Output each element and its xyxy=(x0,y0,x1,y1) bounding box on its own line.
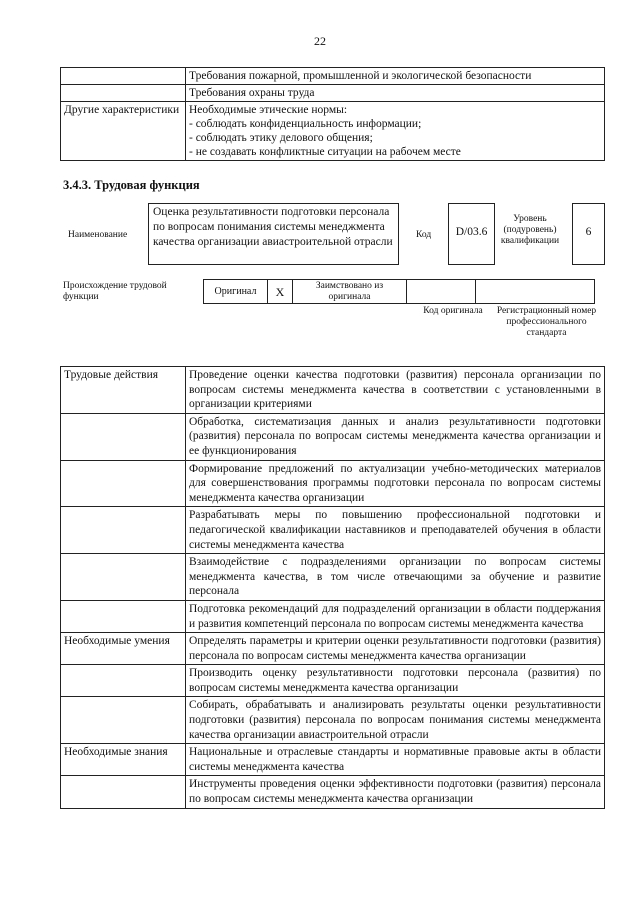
table-row xyxy=(61,633,605,665)
row-value: Разрабатывать меры по повышению профессиональной подготовки и педагогической квалификации наставников и преподавателей обучения в области системы менеджмента качества xyxy=(186,507,605,554)
row-value: Взаимодействие с подразделениями организации по вопросам системы менеджмента качества, в том числе отвечающими за обучение и развитие персонала xyxy=(186,554,605,601)
table-row xyxy=(61,102,605,161)
row-value xyxy=(186,85,605,102)
row-value: Определять параметры и критерии оценки результативности подготовки (развития) персонала по вопросам системы менеджмента качества организации xyxy=(186,633,605,665)
row-value: Собирать, обрабатывать и анализировать результаты оценки результативности подготовки (развития) персонала по вопросам понимания системы менеджмента качества организации авиастроительной отрасли xyxy=(186,697,605,744)
row-label xyxy=(61,776,186,808)
text-line: Требования охраны труда xyxy=(189,87,315,99)
row-label xyxy=(61,68,186,85)
table-row xyxy=(61,367,605,414)
reg-number-label: Регистрационный номер профессионального стандарта xyxy=(496,306,597,338)
table-row xyxy=(61,413,605,460)
table-row xyxy=(61,507,605,554)
row-value xyxy=(186,102,605,161)
row-label xyxy=(61,665,186,697)
row-value: Подготовка рекомендаций для подразделений организации в области поддержания и развития компетенций персонала по вопросам системы менеджмента качества xyxy=(186,600,605,632)
code-original-label: Код оригинала xyxy=(423,306,483,316)
row-label xyxy=(61,600,186,632)
characteristics-table xyxy=(60,67,605,161)
row-label xyxy=(61,460,186,507)
code-original-cell xyxy=(407,280,476,304)
level-box: 6 xyxy=(572,203,605,265)
level-label: Уровень (подуровень) квалификации xyxy=(500,214,560,246)
original-mark: X xyxy=(268,280,293,304)
row-label: Другие характеристики xyxy=(61,102,186,161)
borrowed-cell: Заимствовано из оригинала xyxy=(293,280,407,304)
original-cell: Оригинал xyxy=(204,280,268,304)
row-value: Инструменты проведения оценки эффективности подготовки (развития) персонала по вопросам системы менеджмента качества организации xyxy=(186,776,605,808)
code-label: Код xyxy=(416,230,432,240)
row-value: Проведение оценки качества подготовки (развития) персонала организации по вопросам системы менеджмента качества в соответствии с установленными в организации критериями xyxy=(186,367,605,414)
labor-functions-table xyxy=(60,366,605,809)
reg-number-cell xyxy=(476,280,595,304)
text-line: Необходимые этические нормы: xyxy=(189,104,348,116)
row-label xyxy=(61,507,186,554)
row-label xyxy=(61,85,186,102)
origin-label: Происхождение трудовой функции xyxy=(63,281,167,302)
table-row xyxy=(61,600,605,632)
table-row xyxy=(204,280,595,304)
table-row xyxy=(61,665,605,697)
table-row xyxy=(61,85,605,102)
text-line: - соблюдать этику делового общения; xyxy=(189,132,373,144)
row-value: Национальные и отраслевые стандарты и нормативные правовые акты в области системы менеджмента качества xyxy=(186,744,605,776)
function-code-box: D/03.6 xyxy=(448,203,495,265)
table-row xyxy=(61,68,605,85)
text-line: Требования пожарной, промышленной и экологической безопасности xyxy=(189,70,532,82)
row-label: Трудовые действия xyxy=(61,367,186,414)
table-row xyxy=(61,776,605,808)
table-row xyxy=(61,744,605,776)
row-value: Обработка, систематизация данных и анализ результативности подготовки (развития) персонала по вопросам системы менеджмента качества организации и ее функционирования xyxy=(186,413,605,460)
row-label xyxy=(61,697,186,744)
function-name-box: Оценка результативности подготовки персонала по вопросам понимания системы менеджмента качества организации авиастроительной отрасли xyxy=(148,203,399,265)
text-line: - соблюдать конфиденциальность информации; xyxy=(189,118,422,130)
section-title: 3.4.3. Трудовая функция xyxy=(63,178,200,192)
row-label xyxy=(61,554,186,601)
origin-table xyxy=(203,279,595,304)
row-label xyxy=(61,413,186,460)
row-value: Производить оценку результативности подготовки персонала (развития) по вопросам системы менеджмента качества организации xyxy=(186,665,605,697)
row-label: Необходимые знания xyxy=(61,744,186,776)
row-value xyxy=(186,68,605,85)
table-row xyxy=(61,554,605,601)
table-row xyxy=(61,460,605,507)
text-line: - не создавать конфликтные ситуации на рабочем месте xyxy=(189,146,461,158)
row-value: Формирование предложений по актуализации учебно-методических материалов для совершенствования программы подготовки персонала по вопросам системы менеджмента качества организации xyxy=(186,460,605,507)
row-label: Необходимые умения xyxy=(61,633,186,665)
table-row xyxy=(61,697,605,744)
page-number: 22 xyxy=(314,34,326,48)
name-label: Наименование xyxy=(68,230,128,240)
